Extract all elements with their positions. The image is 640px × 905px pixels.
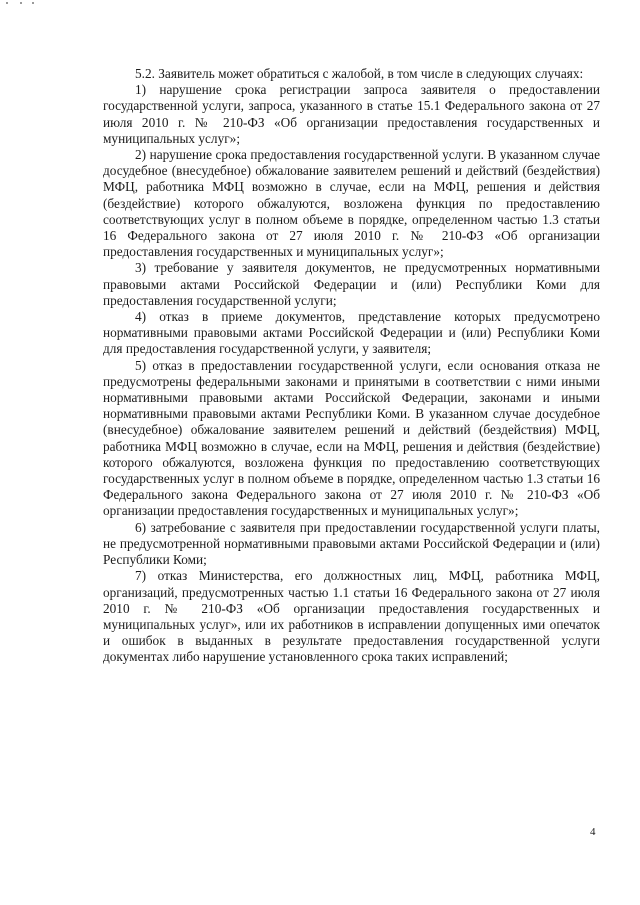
paragraph-item-6: 6) затребование с заявителя при предоставлении государственной услуги платы, не предусмотренной нормативными правовыми актами Российской Федерации и (или) Республики Коми; — [103, 519, 600, 568]
paragraph-item-1: 1) нарушение срока регистрации запроса заявителя о предоставлении государственной услуги, запроса, указанного в статье 15.1 Федерального закона от 27 июля 2010 г. № 210-ФЗ «Об организации предоставления государственных и муниципальных услуг»; — [103, 82, 600, 146]
paragraph-item-7: 7) отказ Министерства, его должностных лиц, МФЦ, работника МФЦ, организаций, предусмотренных частью 1.1 статьи 16 Федерального закона от 27 июля 2010 г. № 210-ФЗ «Об организации предоставления государственных и муниципальных услуг», или их работников в исправлении допущенных ими опечаток и ошибок в выданных в результате предоставления государственной услуги документах либо нарушение установленного срока таких исправлений; — [103, 568, 600, 665]
paragraph-item-2: 2) нарушение срока предоставления государственной услуги. В указанном случае досудебное (внесудебное) обжалование заявителем решений и действий (бездействия) МФЦ, работника МФЦ возможно в случае, если на МФЦ, решения и действия (бездействие) которого обжалуются, возложена функция по предоставлению соответствующих услуг в полном объеме в порядке, определенном частью 1.3 статьи 16 Федерального закона от 27 июля 2010 г. № 210-ФЗ «Об организации предоставления государственных и муниципальных услуг»; — [103, 147, 600, 260]
page-number: 4 — [590, 826, 596, 838]
scan-artifact — [6, 2, 46, 8]
paragraph-item-3: 3) требование у заявителя документов, не предусмотренных нормативными правовыми актами Российской Федерации и (или) Республики Коми для предоставления государственной услуги; — [103, 260, 600, 308]
paragraph-item-4: 4) отказ в приеме документов, представление которых предусмотрено нормативными правовыми актами Российской Федерации и (или) Республики Коми для предоставления государственной услуги, у заявителя; — [103, 309, 600, 357]
paragraph-item-5: 5) отказ в предоставлении государственной услуги, если основания отказа не предусмотрены федеральными законами и принятыми в соответствии с ними иными нормативными правовыми актами Российской Федерации, законами и иными нормативными правовыми актами Республики Коми. В указанном случае досудебное (внесудебное) обжалование заявителем решений и действий (бездействия) МФЦ, работника МФЦ возможно в случае, если на МФЦ, решения и действия (бездействие) которого обжалуются, возложена функция по предоставлению соответствующих государственных услуг в полном объеме в порядке, определенном частью 1.3 статьи 16 Федерального закона Федерального закона от 27 июля 2010 г. № 210-ФЗ «Об организации предоставления государственных и муниципальных услуг»; — [103, 357, 600, 519]
paragraph-5-2-intro: 5.2. Заявитель может обратиться с жалобой, в том числе в следующих случаях: — [135, 66, 584, 81]
document-body — [103, 66, 600, 666]
